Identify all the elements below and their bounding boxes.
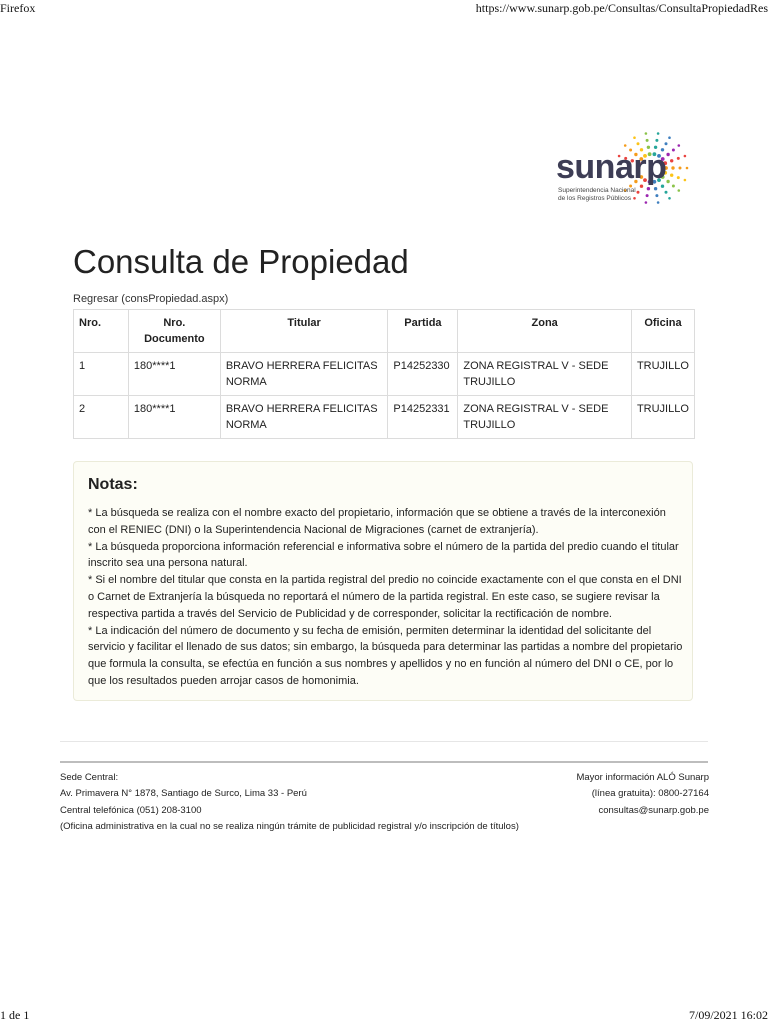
- cell-partida: P14252331: [388, 396, 458, 439]
- footer-divider-light: [60, 741, 708, 742]
- back-link[interactable]: Regresar (consPropiedad.aspx): [73, 293, 229, 305]
- cell-oficina: TRUJILLO: [631, 353, 694, 396]
- header-partida: Partida: [388, 310, 458, 353]
- logo-wordmark: sunarp: [556, 148, 667, 186]
- footer-divider: [60, 761, 708, 763]
- footer-disclaimer: (Oficina administrativa en la cual no se realiza ningún trámite de publicidad registral y/o inscripción de títulos): [60, 820, 519, 832]
- footer-help-label: Mayor información ALÓ Sunarp: [576, 772, 709, 783]
- note-item: * La búsqueda se realiza con el nombre exacto del propietario, información que se obtiene a través de la interconexión con el RENIEC (DNI) o la Superintendencia Nacional de Migraciones (carnet de extranjería).: [88, 507, 666, 536]
- header-zona: Zona: [458, 310, 632, 353]
- header-nro-documento: Nro. Documento: [128, 310, 220, 353]
- logo-subtitle: [558, 187, 636, 203]
- print-footer-datetime: 7/09/2021 16:02: [688, 1008, 768, 1022]
- note-item: * Si el nombre del titular que consta en la partida registral del predio no coincide exactamente con el que consta en el DNI o Carnet de Extranjería la búsqueda no reportará el número de la partida registral. En este caso, se sugiere revisar la respectiva partida a través del Servicio de Publicidad y de corresponder, solicitar la rectificación de nombre.: [88, 574, 682, 620]
- note-item: * La búsqueda proporciona información referencial e informativa sobre el número de la partida del predio cuando el titular inscrito sea una persona natural.: [88, 540, 679, 570]
- sunarp-logo: [556, 124, 704, 214]
- notes-title: Notas:: [88, 476, 138, 493]
- footer-sede-label: Sede Central:: [60, 772, 119, 783]
- logo-subtitle-line2: de los Registros Públicos: [558, 195, 631, 202]
- footer-address: Av. Primavera N° 1878, Santiago de Surco, Lima 33 - Perú: [60, 788, 307, 800]
- print-footer: [0, 1007, 768, 1023]
- header-titular: Titular: [220, 310, 388, 353]
- notes-panel: [73, 461, 693, 701]
- footer-email[interactable]: consultas@sunarp.gob.pe: [598, 804, 709, 816]
- cell-zona: ZONA REGISTRAL V - SEDE TRUJILLO: [458, 353, 632, 396]
- header-oficina: Oficina: [631, 310, 694, 353]
- notes-body: [88, 505, 683, 690]
- print-header: [0, 0, 768, 16]
- header-nro: Nro.: [74, 310, 129, 353]
- cell-nro-documento: 180****1: [128, 353, 220, 396]
- table-row: [74, 396, 695, 439]
- footer-hotline: (línea gratuita): 0800-27164: [591, 788, 709, 800]
- table-header-row: [74, 310, 695, 353]
- print-header-url: https://www.sunarp.gob.pe/Consultas/ConsultaPropiedadRes: [475, 1, 768, 15]
- cell-nro-documento: 180****1: [128, 396, 220, 439]
- print-footer-page: 1 de 1: [0, 1008, 30, 1022]
- table-row: [74, 353, 695, 396]
- cell-oficina: TRUJILLO: [631, 396, 694, 439]
- logo-subtitle-line1: Superintendencia Nacional: [558, 187, 636, 194]
- cell-nro: 2: [74, 396, 129, 439]
- footer-help-info: [576, 770, 709, 819]
- page-title: Consulta de Propiedad: [73, 243, 409, 280]
- footer-contact-info: [60, 770, 519, 835]
- footer-phone: Central telefónica (051) 208-3100: [60, 804, 202, 816]
- note-item: * La indicación del número de documento y su fecha de emisión, permiten determinar la identidad del solicitante del servicio y facilitar el llenado de sus datos; sin embargo, la búsqueda para determinar las partidas a nombre del propietario que formula la consulta, se efectúa en función a sus nombres y apellidos y no en función al número del DNI o CE, por lo que los resultados pueden arrojar casos de homonimia.: [88, 624, 683, 687]
- cell-partida: P14252330: [388, 353, 458, 396]
- print-header-app: Firefox: [0, 1, 36, 15]
- cell-titular: BRAVO HERRERA FELICITAS NORMA: [220, 353, 388, 396]
- cell-titular: BRAVO HERRERA FELICITAS NORMA: [220, 396, 388, 439]
- results-table: [73, 309, 695, 439]
- cell-nro: 1: [74, 353, 129, 396]
- cell-zona: ZONA REGISTRAL V - SEDE TRUJILLO: [458, 396, 632, 439]
